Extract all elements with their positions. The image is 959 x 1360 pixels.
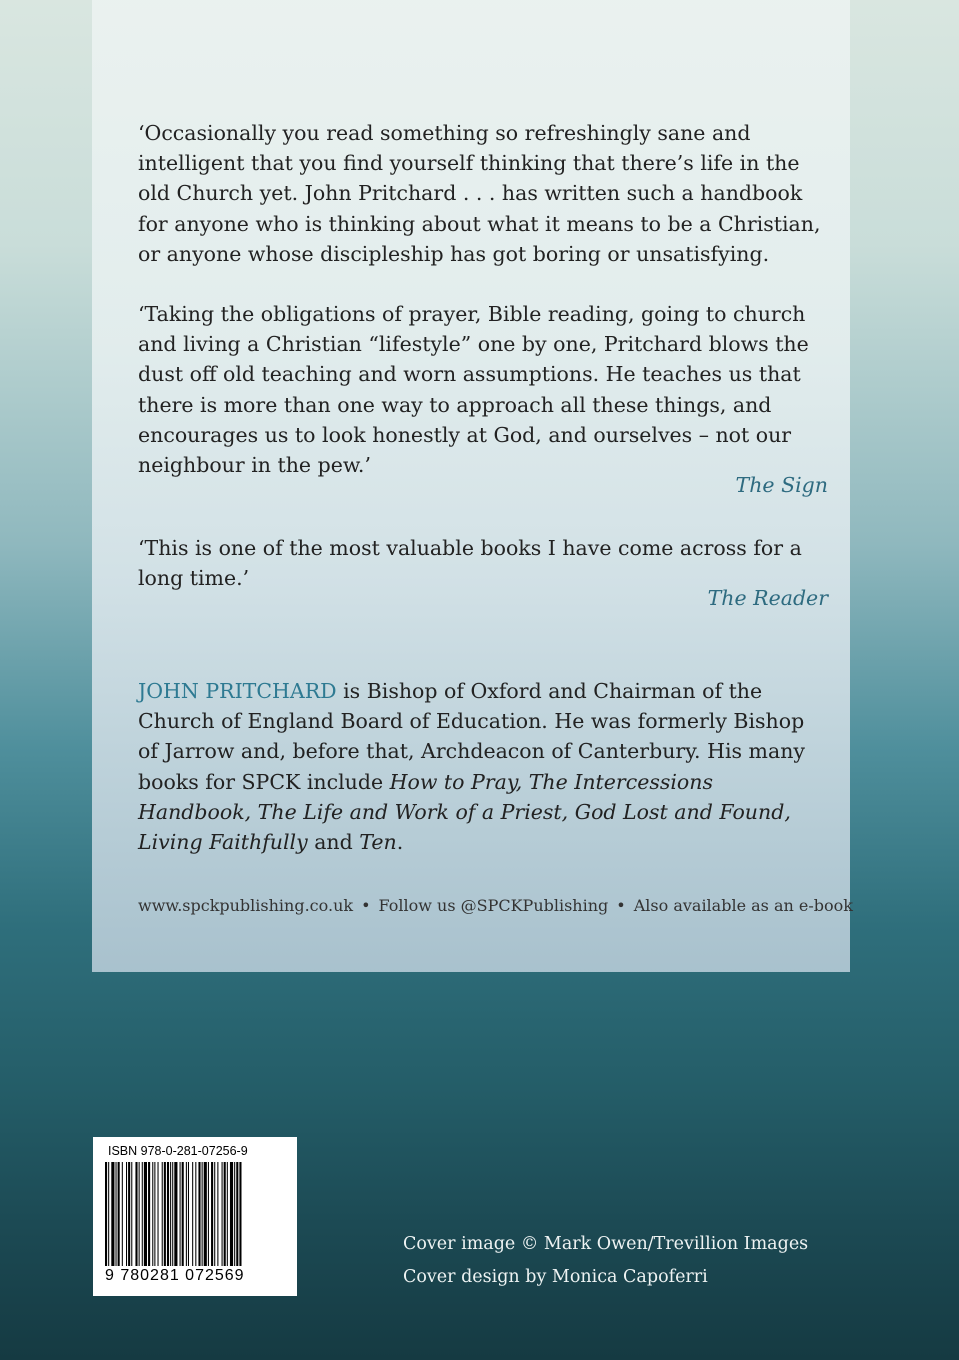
bullet-separator: • — [361, 896, 371, 915]
bio-text-1: is Bishop of Oxford and Chairman of the Church of England Board of Education. He was formerly Bishop of Jarrow and, before that, Archdeacon of Canterbury. His many books for SPCK include — [138, 679, 806, 794]
barcode-box — [93, 1137, 297, 1296]
bio-book-titles: How to Pray, The Intercessions Handbook, The Life and Work of a Priest, God Lost and Found, Living Faithfully — [138, 769, 791, 855]
isbn-digits: 9 780281 072569 — [105, 1267, 245, 1284]
ebook-note: Also available as an e-book — [633, 896, 853, 915]
isbn-label: ISBN 978-0-281-07256-9 — [108, 1144, 248, 1158]
bio-text-3: . — [396, 830, 404, 855]
bio-text-2: and — [307, 830, 360, 855]
review-source-1: The Sign — [735, 473, 828, 497]
barcode-icon — [105, 1162, 287, 1266]
review-source-2: The Reader — [707, 586, 828, 610]
bio-book-title-ten: Ten — [359, 830, 397, 855]
cover-design-credit: Cover design by Monica Capoferri — [403, 1267, 708, 1287]
social-follow[interactable]: Follow us @SPCKPublishing — [378, 896, 609, 915]
footer-info — [138, 896, 853, 915]
author-name: JOHN PRITCHARD — [138, 679, 337, 703]
review-quote-1: ‘Occasionally you read something so refreshingly sane and intelligent that you find yourself thinking that there’s life in the old Church yet. John Pritchard . . . has written such a handbook for anyone who is thinking about what it means to be a Christian, or anyone whose discipleship has got boring or unsatisfying. — [138, 121, 821, 266]
website-link[interactable]: www.spckpublishing.co.uk — [138, 896, 354, 915]
review-quote-2: ‘Taking the obligations of prayer, Bible reading, going to church and living a Christian “lifestyle” one by one, Pritchard blows the dust off old teaching and worn assumptions. He teaches us that there is more than one way to approach all these things, and encourages us to look honestly at God, and ourselves – not our neighbour in the pew.’ — [138, 302, 809, 478]
review-quote-3: ‘This is one of the most valuable books I have come across for a long time.’ — [138, 536, 802, 591]
cover-image-credit: Cover image © Mark Owen/Trevillion Images — [403, 1234, 809, 1254]
author-bio — [138, 676, 828, 857]
bullet-separator: • — [616, 896, 626, 915]
